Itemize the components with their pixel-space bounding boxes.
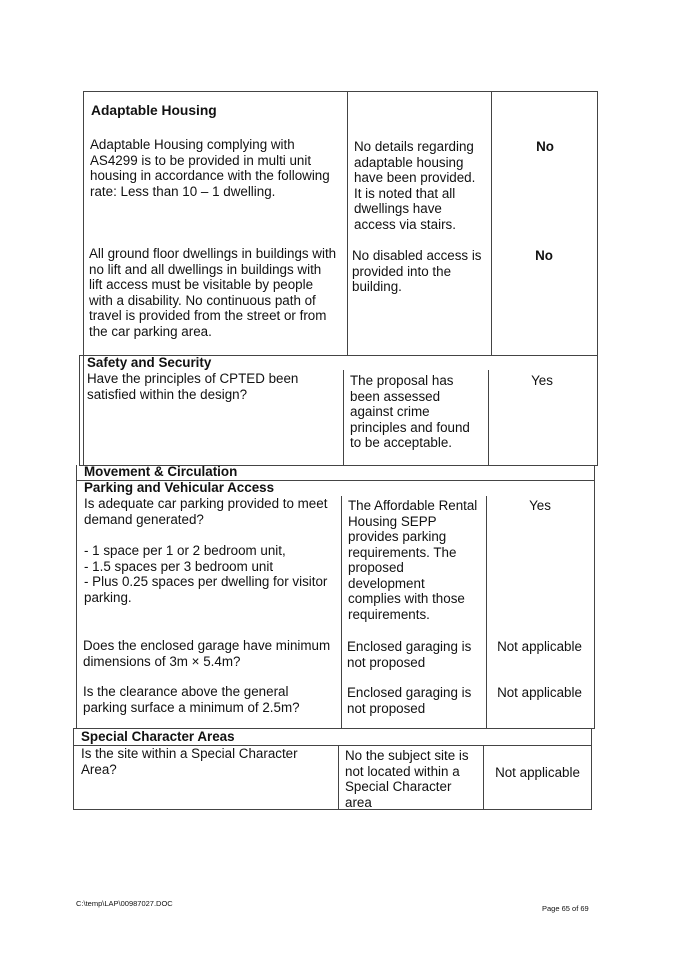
table-line bbox=[486, 496, 487, 729]
comment-text: No details regarding adaptable housing have been provided. It is noted that all dwellings have access via stairs. bbox=[354, 139, 476, 232]
section-heading-safety-security: Safety and Security bbox=[87, 355, 212, 370]
table-line bbox=[488, 370, 489, 466]
table-line bbox=[83, 91, 598, 92]
requirement-text: Is adequate car parking provided to meet demand generated? bbox=[84, 496, 328, 527]
requirement-text: Adaptable Housing complying with AS4299 is to be provided in multi unit housing in accordance with the following rate: Less than 10 – 1 dwelling. bbox=[90, 137, 330, 199]
compliance-value: No bbox=[536, 139, 554, 154]
table-line bbox=[597, 91, 598, 466]
table-line bbox=[338, 745, 339, 810]
table-line bbox=[76, 465, 77, 729]
requirement-list: - 1 space per 1 or 2 bedroom unit, - 1.5 spaces per 3 bedroom unit - Plus 0.25 spaces per dwelling for visitor parking. bbox=[84, 543, 328, 605]
compliance-value: Yes bbox=[531, 373, 553, 388]
table-line bbox=[83, 91, 84, 466]
comment-text: The proposal has been assessed against crime principles and found to be acceptable. bbox=[350, 373, 470, 450]
table-line bbox=[594, 465, 595, 729]
comment-text: Enclosed garaging is not proposed bbox=[347, 685, 472, 716]
requirement-text: Is the site within a Special Character Area? bbox=[81, 746, 298, 777]
subheading-parking-vehicular-access: Parking and Vehicular Access bbox=[84, 480, 275, 495]
table-line bbox=[347, 91, 348, 356]
requirement-text: Does the enclosed garage have minimum dimensions of 3m × 5.4m? bbox=[83, 638, 331, 669]
compliance-value: Not applicable bbox=[497, 639, 582, 654]
compliance-value: Not applicable bbox=[495, 765, 580, 780]
table-line bbox=[591, 728, 592, 810]
table-line bbox=[73, 809, 592, 810]
requirement-text: Have the principles of CPTED been satisfied within the design? bbox=[87, 371, 299, 402]
table-line bbox=[79, 355, 80, 466]
footer-file-path: C:\temp\LAP\00987027.DOC bbox=[76, 899, 173, 908]
table-line bbox=[341, 496, 342, 729]
table-line bbox=[483, 745, 484, 810]
compliance-value: Not applicable bbox=[497, 685, 582, 700]
compliance-value: Yes bbox=[529, 498, 551, 513]
table-line bbox=[343, 370, 344, 466]
requirement-text: All ground floor dwellings in buildings with no lift and all dwellings in buildings with lift access must be visitable by people with a disability. No continuous path of travel is provided from the street or from the car parking area. bbox=[89, 246, 337, 339]
section-heading-adaptable-housing: Adaptable Housing bbox=[91, 103, 217, 118]
table-line bbox=[491, 91, 492, 356]
table-line bbox=[73, 728, 74, 810]
comment-text: The Affordable Rental Housing SEPP provides parking requirements. The proposed development complies with those requirements. bbox=[348, 498, 478, 622]
section-heading-special-character-areas: Special Character Areas bbox=[81, 729, 235, 744]
comment-text: No disabled access is provided into the building. bbox=[352, 248, 482, 294]
footer-page-number: Page 65 of 69 bbox=[542, 904, 589, 913]
comment-text: No the subject site is not located within a Special Character area bbox=[345, 748, 469, 810]
comment-text: Enclosed garaging is not proposed bbox=[347, 639, 472, 670]
section-heading-movement-circulation: Movement & Circulation bbox=[84, 464, 238, 479]
compliance-value: No bbox=[535, 248, 553, 263]
requirement-text: Is the clearance above the general parking surface a minimum of 2.5m? bbox=[83, 684, 300, 715]
